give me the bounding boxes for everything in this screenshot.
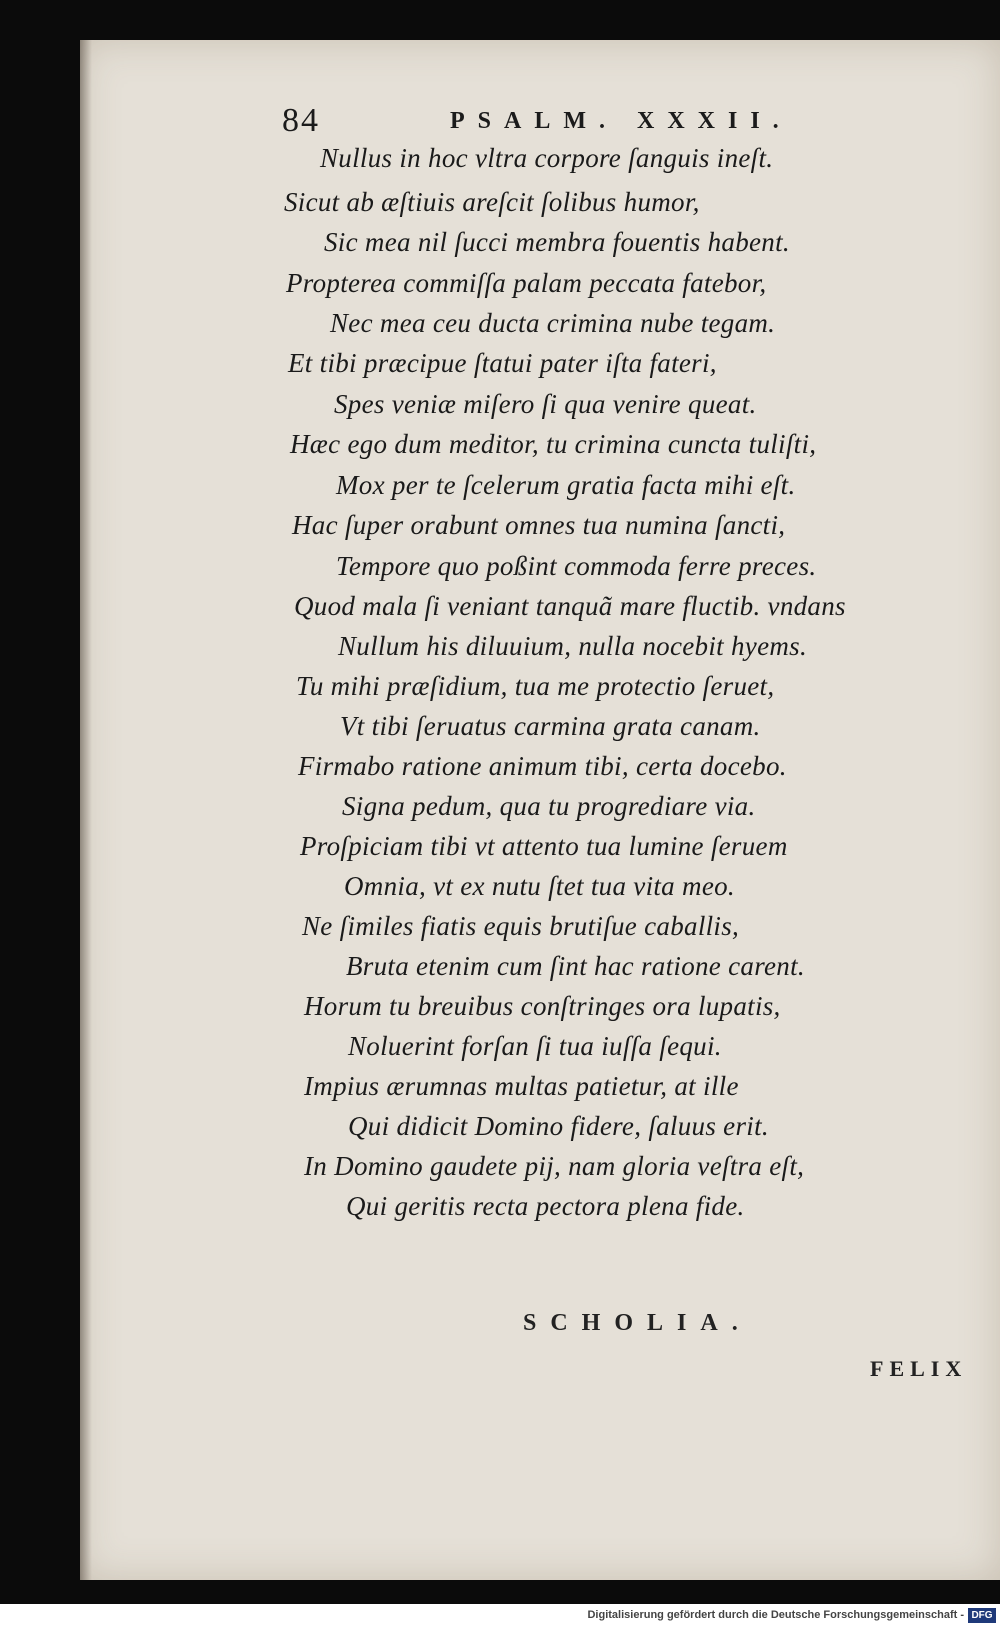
verse-line-5: Nec mea ceu ducta crimina nube tegam. <box>330 308 776 338</box>
verse-line-19: Omnia, vt ex nutu ſtet tua vita meo. <box>344 871 735 901</box>
verse-line-17: Signa pedum, qua tu progrediare via. <box>342 791 756 821</box>
verse-line-15: Vt tibi ſeruatus carmina grata canam. <box>340 711 761 741</box>
verse-line-22: Horum tu breuibus conſtringes ora lupatis, <box>304 991 781 1021</box>
verse-line-13: Nullum his diluuium, nulla nocebit hyems. <box>338 631 808 661</box>
verse-line-18: Proſpiciam tibi vt attento tua lumine ſeruem <box>300 831 788 861</box>
scholia-heading: SCHOLIA. <box>523 1310 752 1336</box>
verse-line-16: Firmabo ratione animum tibi, certa docebo. <box>298 751 787 781</box>
running-head: PSALM. XXXII. <box>450 108 792 134</box>
catchword: FELIX <box>870 1356 968 1381</box>
page-number: 84 <box>282 102 320 139</box>
verse-line-3: Sic mea nil ſucci membra fouentis habent. <box>324 227 790 257</box>
verse-line-27: Qui geritis recta pectora plena fide. <box>346 1191 745 1221</box>
footer-credit: Digitalisierung gefördert durch die Deutsche Forschungsgemeinschaft - <box>587 1609 964 1621</box>
verse-line-26: In Domino gaudete pij, nam gloria veſtra eſt, <box>304 1151 805 1181</box>
verse-line-14: Tu mihi præſidium, tua me protectio ſeruet, <box>296 671 775 701</box>
verse-line-21: Bruta etenim cum ſint hac ratione carent. <box>346 951 805 981</box>
dfg-logo-icon: DFG <box>968 1608 996 1623</box>
verse-line-8: Hæc ego dum meditor, tu crimina cuncta tuliſti, <box>290 429 817 459</box>
verse-line-4: Propterea commiſſa palam peccata fatebor, <box>286 268 767 298</box>
verse-line-6: Et tibi præcipue ſtatui pater iſta fateri, <box>288 348 717 378</box>
verse-line-2: Sicut ab æſtiuis areſcit ſolibus humor, <box>284 187 700 217</box>
verse-line-24: Impius ærumnas multas patietur, at ille <box>304 1071 739 1101</box>
verse-line-20: Ne ſimiles fiatis equis brutiſue caballis, <box>302 911 740 941</box>
verse-line-23: Noluerint forſan ſi tua iuſſa ſequi. <box>348 1031 722 1061</box>
verse-line-1: Nullus in hoc vltra corpore ſanguis ineſt. <box>320 143 774 173</box>
verse-line-9: Mox per te ſcelerum gratia facta mihi eſt. <box>336 470 796 500</box>
verse-line-25: Qui didicit Domino fidere, ſaluus erit. <box>348 1111 769 1141</box>
verse-line-10: Hac ſuper orabunt omnes tua numina ſancti, <box>292 510 786 540</box>
verse-line-11: Tempore quo poßint commoda ferre preces. <box>336 551 817 581</box>
verse-line-7: Spes veniæ miſero ſi qua venire queat. <box>334 389 757 419</box>
verse-line-12: Quod mala ſi veniant tanquã mare fluctib. vndans <box>294 591 846 621</box>
